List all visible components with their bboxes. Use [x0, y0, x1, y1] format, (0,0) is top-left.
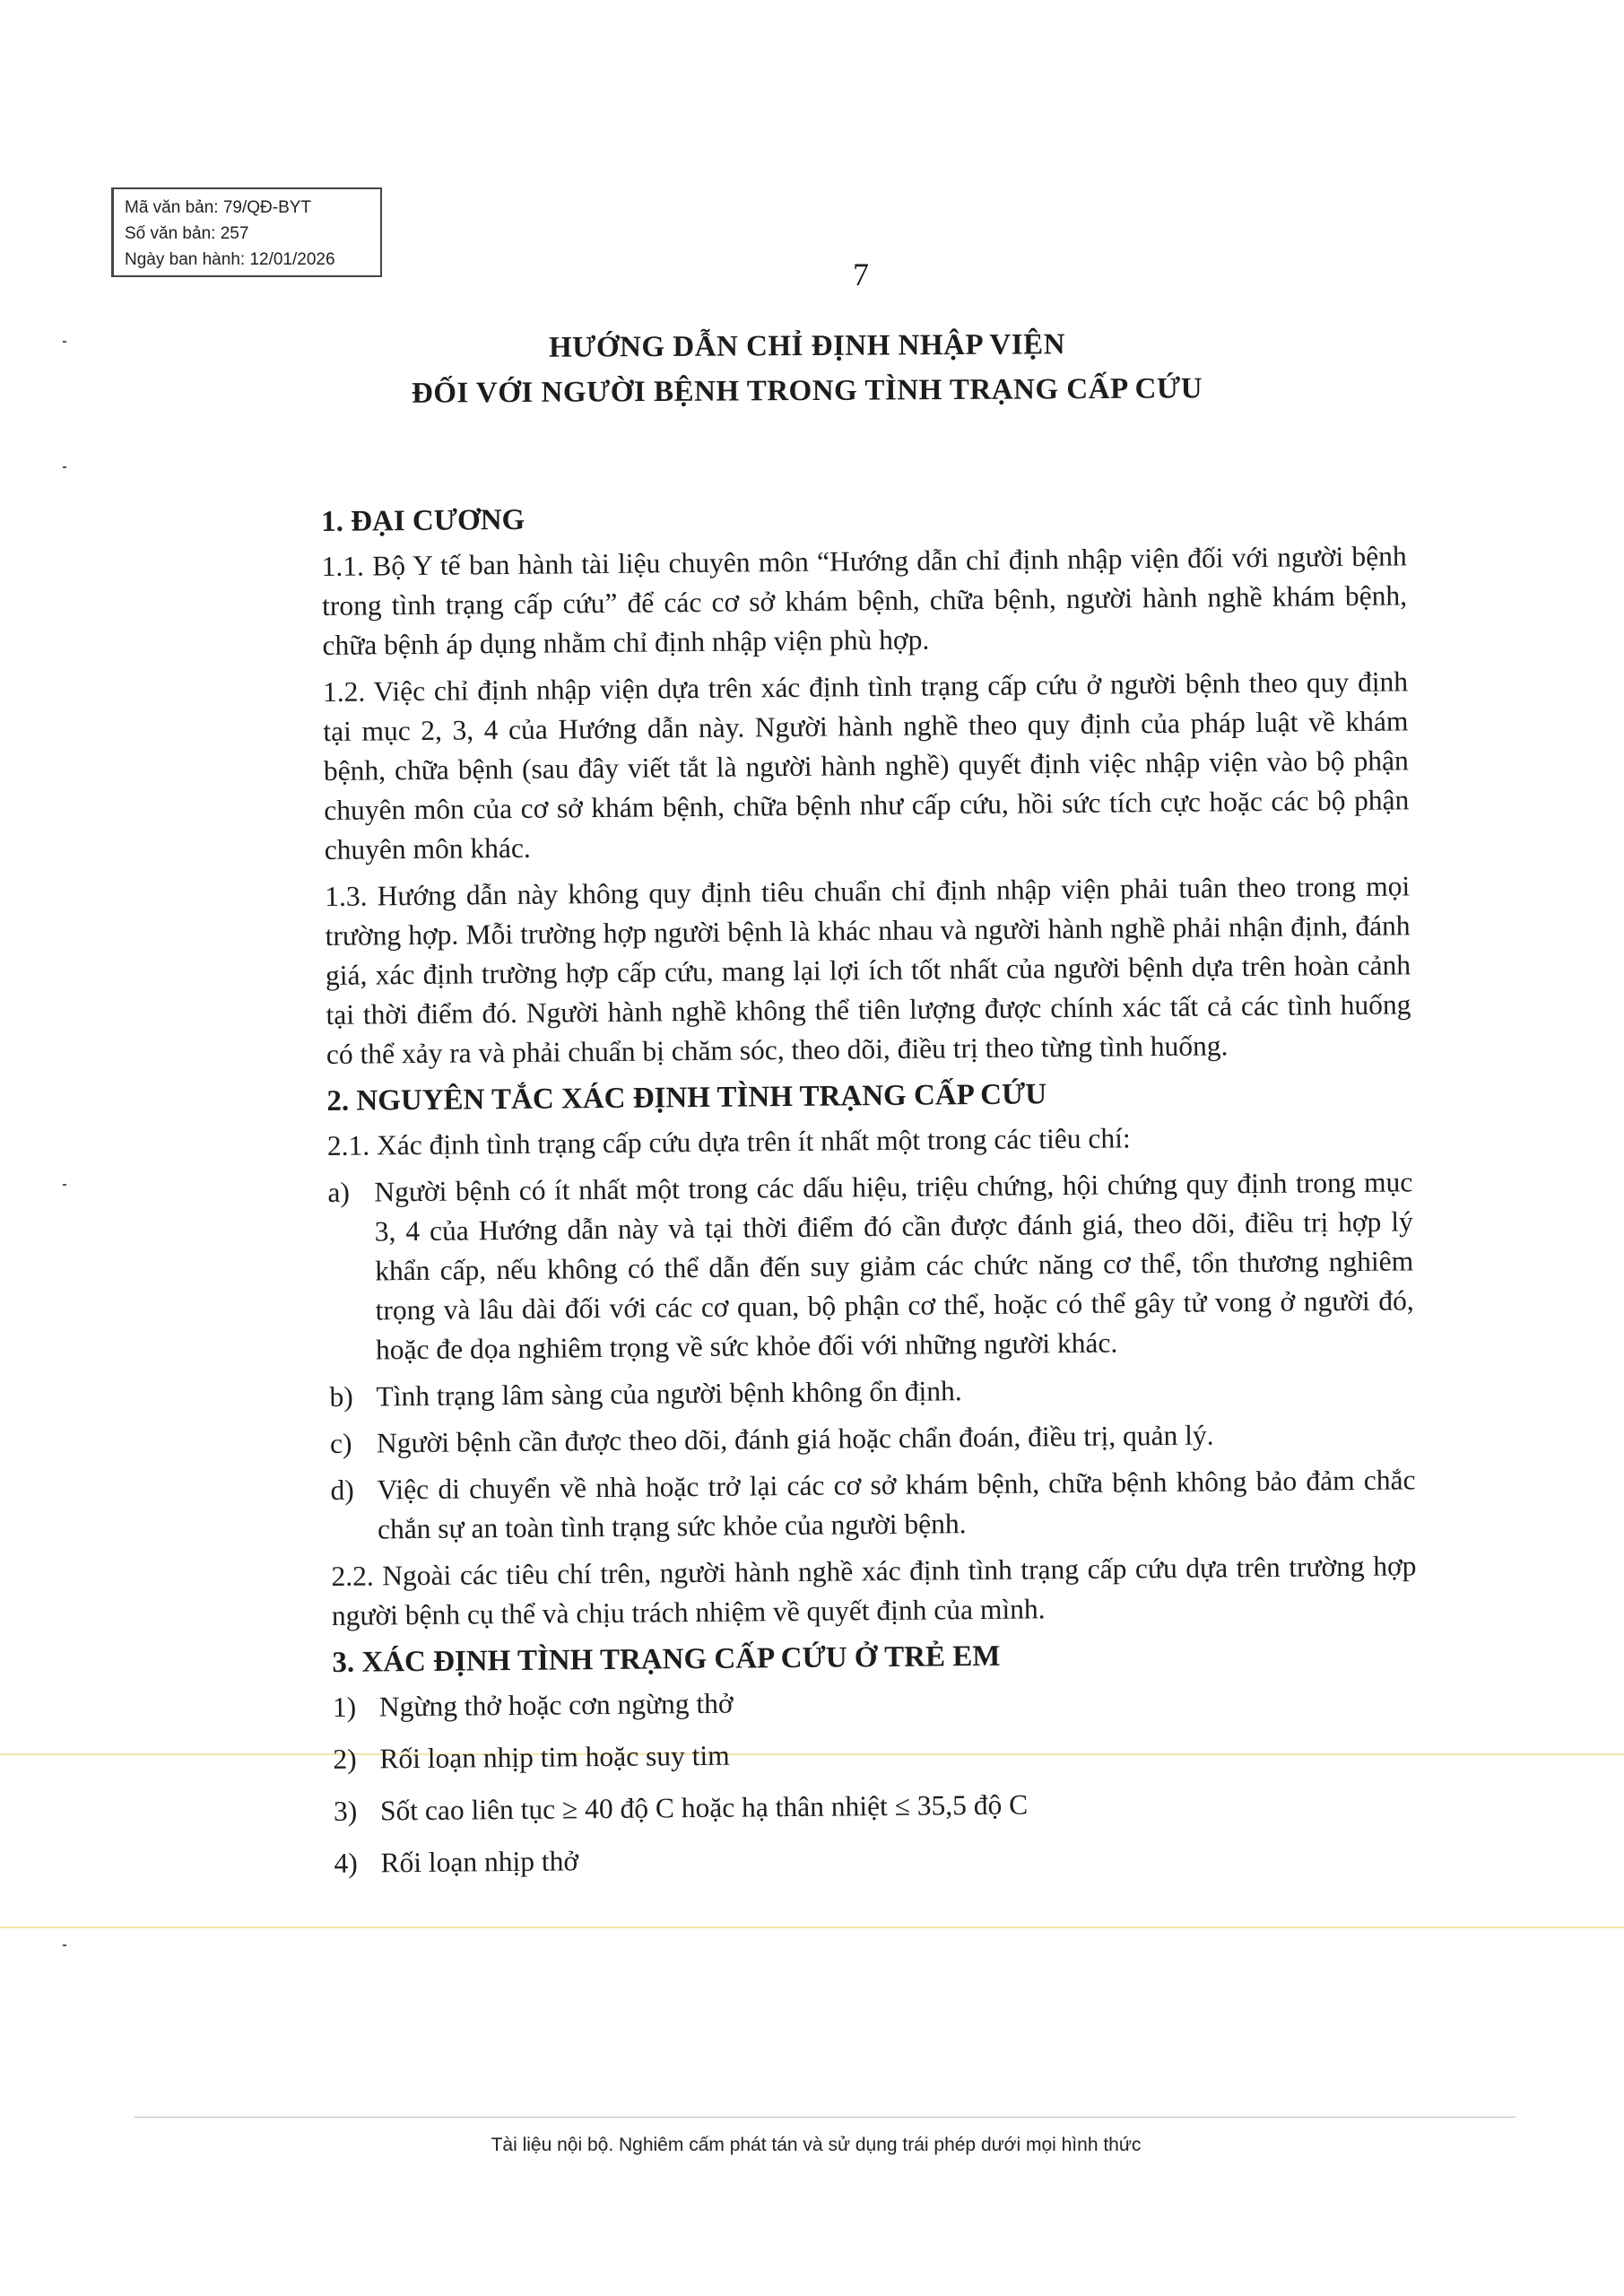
- scan-mark: [63, 1944, 66, 1946]
- criterion-label: a): [327, 1176, 351, 1208]
- list-item: [334, 1781, 1419, 1831]
- paragraph-2-1: 2.1. Xác định tình trạng cấp cứu dựa trên ít nhất một trong các tiêu chí:: [326, 1122, 1131, 1161]
- paragraph-1-1: 1.1. Bộ Y tế ban hành tài liệu chuyên môn “Hướng dẫn chỉ định nhập viện đối với người bệnh trong tình trạng cấp cứu” để các cơ sở khám bệnh, chữa bệnh, người hành nghề khám bệnh, chữa bệnh áp dụng nhằm chỉ định nhập viện phù hợp.: [321, 540, 1408, 661]
- section3-heading: 3. XÁC ĐỊNH TÌNH TRẠNG CẤP CỨU Ở TRẺ EM: [332, 1639, 1001, 1679]
- scan-mark: [63, 341, 66, 343]
- criterion-item: [327, 1162, 1414, 1370]
- criterion-label: b): [329, 1380, 353, 1413]
- footer-divider: [135, 2117, 1515, 2118]
- criterion-label: c): [329, 1427, 352, 1459]
- document-body: [321, 491, 1420, 1896]
- paragraph-1-2: 1.2. Việc chỉ định nhập viện dựa trên xác định tình trạng cấp cứu ở người bệnh theo quy định tại mục 2, 3, 4 của Hướng dẫn này. Người hành nghề theo quy định của pháp luật về khám bệnh, chữa bệnh (sau đây viết tắt là người hành nghề) quyết định việc nhập viện vào bộ phận chuyên môn của cơ sở khám bệnh, chữa bệnh như cấp cứu, hồi sức tích cực hoặc các bộ phận chuyên môn khác.: [322, 665, 1410, 865]
- list-item: [334, 1833, 1419, 1883]
- stamp-number: Số văn bản: 257: [125, 224, 249, 243]
- criterion-label: d): [330, 1474, 354, 1506]
- criterion-item: [329, 1367, 1414, 1417]
- list-item-number: 4): [334, 1847, 358, 1879]
- scan-mark: [63, 466, 66, 468]
- document-title-line2: ĐỐI VỚI NGƯỜI BỆNH TRONG TÌNH TRẠNG CẤP CỨU: [411, 372, 1203, 410]
- section1-heading: 1. ĐẠI CƯƠNG: [321, 503, 525, 538]
- list-item-text: Rối loạn nhịp tim hoặc suy tim: [379, 1739, 730, 1775]
- criterion-item: [330, 1460, 1416, 1550]
- paragraph-2-2: 2.2. Ngoài các tiêu chí trên, người hành nghề xác định tình trạng cấp cứu dựa trên trường hợp người bệnh cụ thể và chịu trách nhiệm về quyết định của mình.: [331, 1550, 1417, 1631]
- list-item: [333, 1677, 1418, 1727]
- document-title-line1: HƯỚNG DẪN CHỈ ĐỊNH NHẬP VIỆN: [548, 328, 1066, 364]
- list-item-text: Sốt cao liên tục ≥ 40 độ C hoặc hạ thân nhiệt ≤ 35,5 độ C: [379, 1788, 1029, 1827]
- list-item: [333, 1729, 1418, 1779]
- criterion-item: [330, 1413, 1415, 1464]
- stamp-code: Mã văn bản: 79/QĐ-BYT: [125, 198, 312, 217]
- criterion-text: Người bệnh cần được theo dõi, đánh giá hoặc chẩn đoán, điều trị, quản lý.: [376, 1419, 1214, 1459]
- footer-notice: Tài liệu nội bộ. Nghiêm cấm phát tán và sử dụng trái phép dưới mọi hình thức: [491, 2135, 1142, 2155]
- page-number: 7: [853, 257, 869, 292]
- list-item-text: Ngừng thở hoặc cơn ngừng thở: [378, 1687, 734, 1723]
- stamp-date: Ngày ban hành: 12/01/2026: [125, 250, 335, 269]
- list-item-number: 1): [332, 1691, 357, 1723]
- criterion-text: Tình trạng lâm sàng của người bệnh không ổn định.: [376, 1375, 962, 1413]
- list-item-text: Rối loạn nhịp thở: [380, 1845, 579, 1879]
- section2-heading: 2. NGUYÊN TẮC XÁC ĐỊNH TÌNH TRẠNG CẤP CỨU: [326, 1078, 1047, 1118]
- document-stamp: [111, 187, 382, 277]
- list-item-number: 3): [333, 1795, 358, 1827]
- paragraph-1-3: 1.3. Hướng dẫn này không quy định tiêu chuẩn chỉ định nhập viện phải tuân theo trong mọi trường hợp. Mỗi trường hợp người bệnh là khác nhau và người hành nghề phải nhận định, đánh giá, xác định trường hợp cấp cứu, mang lại lợi ích tốt nhất của người bệnh dựa trên hoàn cảnh tại thời điểm đó. Người hành nghề không thể tiên lượng được chính xác tất cả các tình huống có thể xảy ra và phải chuẩn bị chăm sóc, theo dõi, điều trị theo từng tình huống.: [325, 870, 1411, 1070]
- list-item-number: 2): [333, 1743, 357, 1775]
- scan-line: [0, 1926, 1624, 1928]
- scan-mark: [63, 1184, 66, 1186]
- criterion-text: Người bệnh có ít nhất một trong các dấu hiệu, triệu chứng, hội chứng quy định trong mục 3, 4 của Hướng dẫn này và tại thời điểm đó cần được đánh giá, theo dõi, điều trị hợp lý khẩn cấp, nếu không có thể dẫn đến suy giảm các chức năng cơ thể, tổn thương nghiêm trọng và lâu dài đối với các cơ quan, bộ phận cơ thể, hoặc có thể gây tử vong ở người đó, hoặc đe dọa nghiêm trọng về sức khỏe đối với những người khác.: [374, 1166, 1414, 1366]
- criterion-text: Việc di chuyển về nhà hoặc trở lại các cơ sở khám bệnh, chữa bệnh không bảo đảm chắc chắn sự an toàn tình trạng sức khỏe của người bệnh.: [377, 1464, 1416, 1545]
